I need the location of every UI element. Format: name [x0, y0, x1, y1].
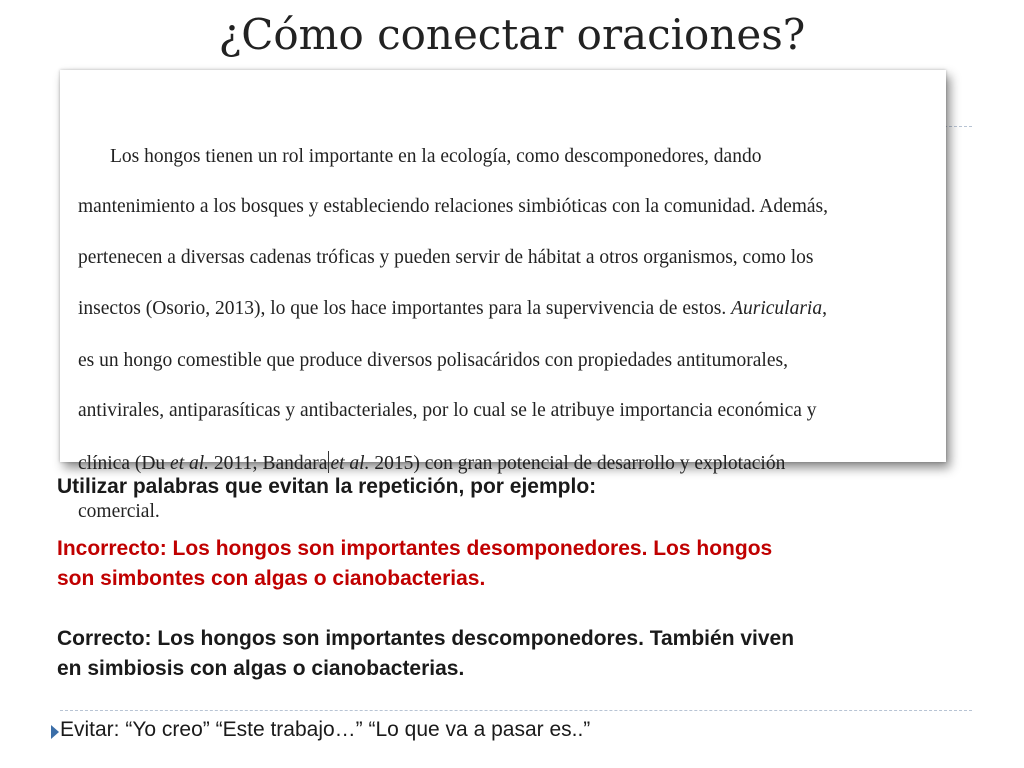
excerpt-line-1: Los hongos tienen un rol importante en la ecología, como descomponedores, dando [110, 146, 762, 167]
bottom-divider [60, 710, 972, 711]
excerpt-line-5: es un hongo comestible que produce diversos polisacáridos con propiedades antitumorales, [78, 350, 788, 371]
instruction-text: Utilizar palabras que evitan la repetición, por ejemplo: [57, 475, 597, 498]
incorrect-line-1: Incorrecto: Los hongos son importantes desomponedores. Los hongos [57, 537, 773, 560]
excerpt-line-6: antivirales, antiparasíticas y antibacteriales, por lo cual se le atribuye importancia económica y [78, 400, 817, 421]
excerpt-line-8: comercial. [78, 501, 160, 522]
excerpt-line-3: pertenecen a diversas cadenas tróficas y pueden servir de hábitat a otros organismos, como los [78, 247, 814, 268]
correct-line-1: Correcto: Los hongos son importantes descomponedores. También viven [57, 627, 795, 650]
correct-line-2: en simbiosis con algas o cianobacterias. [57, 657, 465, 680]
triangle-bullet-icon [51, 725, 59, 739]
incorrect-line-2: son simbontes con algas o cianobacterias. [57, 567, 486, 590]
excerpt-line-2: mantenimiento a los bosques y estableciendo relaciones simbióticas con la comunidad. Además, [78, 196, 829, 217]
avoid-phrases-text: Evitar: “Yo creo” “Este trabajo…” “Lo que va a pasar es..” [60, 718, 591, 741]
excerpt-line-4: insectos (Osorio, 2013), lo que los hace importantes para la supervivencia de estos. Auricularia, [78, 298, 827, 319]
slide-title: ¿Cómo conectar oraciones? [218, 10, 806, 59]
excerpt-line-7: clínica (Du et al. 2011; Bandara et al. 2015) con gran potencial de desarrollo y explotación [78, 453, 786, 474]
